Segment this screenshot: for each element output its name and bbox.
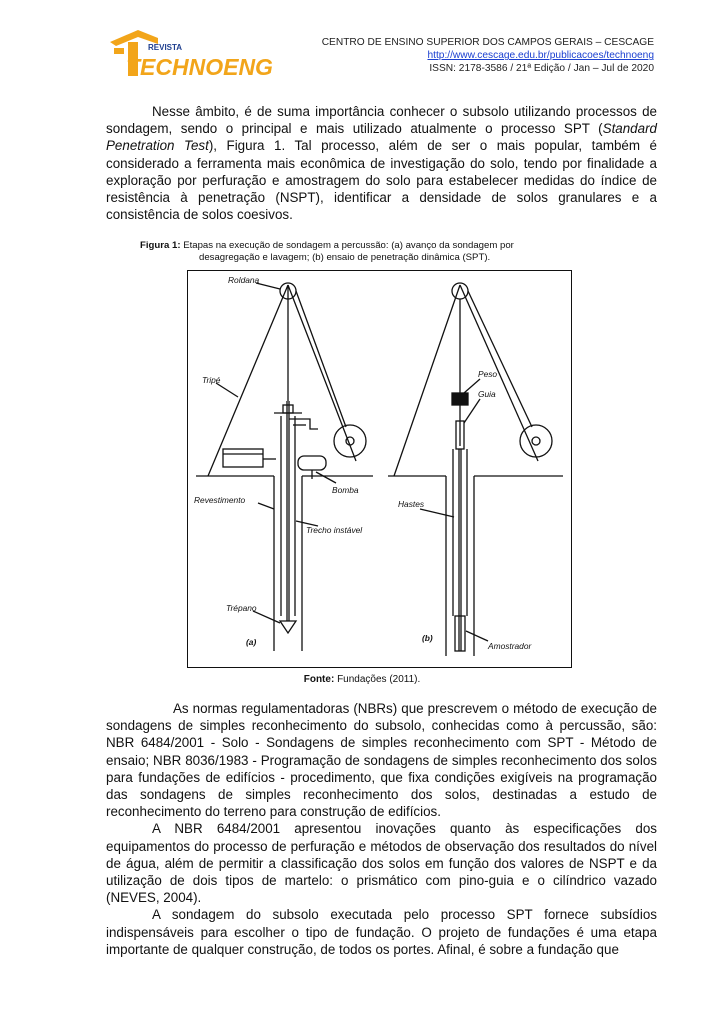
figure-source: Fonte: Fundações (2011). bbox=[303, 674, 421, 685]
label-panel-b: (b) bbox=[422, 633, 433, 643]
svg-text:TECHNOENG: TECHNOENG bbox=[126, 54, 273, 80]
journal-header bbox=[314, 36, 654, 76]
paragraph-2: As normas regulamentadoras (NBRs) que prescrevem o método de execução de sondagens de simples reconhecimento do subsolo, conhecidas como à percussão, são: NBR 6484/2001 - Solo - Sondagens de simples reconhecimento com SPT - Método de ensaio; NBR 8036/1983 - Programação de sondagens de simples reconhecimento dos solos para fundações de edifícios - procedimento, que fixa condições exigíveis na programação das sondagens de simples reconhecimento dos solos, destinadas a estudo de reconhecimento do terreno para construção de edifícios. bbox=[106, 701, 657, 820]
figure-caption: Figura 1: Etapas na execução de sondagem a percussão: (a) avanço da sondagem por desagregação e lavagem; (b) ensaio de penetração dinâmica (SPT). bbox=[140, 240, 514, 263]
journal-url-link[interactable]: http://www.cescage.edu.br/publicacoes/technoeng bbox=[427, 50, 654, 62]
issn-line: ISSN: 2178-3586 / 21ª Edição / Jan – Jul de 2020 bbox=[429, 63, 654, 75]
label-peso: Peso bbox=[478, 369, 498, 379]
label-hastes: Hastes bbox=[398, 499, 425, 509]
paragraph-3: A NBR 6484/2001 apresentou inovações quanto às especificações dos equipamentos do processo de perfuração e métodos de observação dos resultados do nível de água, além de permitir a classificação dos solos em função dos valores de NSPT e da utilização de dois tipos de martelo: o prismático com pino-guia e o cilíndrico vazado (NEVES, 2004). bbox=[106, 821, 657, 906]
paragraph-4: A sondagem do subsolo executada pelo processo SPT fornece subsídios indispensáveis para escolher o tipo de fundação. O projeto de fundações é uma etapa importante de qualquer construção, de todos os portes. Afinal, é sobre a fundação que bbox=[106, 907, 657, 957]
svg-text:REVISTA: REVISTA bbox=[148, 43, 183, 52]
label-guia: Guia bbox=[478, 389, 496, 399]
label-revestimento: Revestimento bbox=[194, 495, 246, 505]
label-tripe: Tripé bbox=[202, 375, 221, 385]
label-trepano: Trépano bbox=[226, 603, 257, 613]
body-text bbox=[106, 700, 657, 958]
paragraph-1: Nesse âmbito, é de suma importância conhecer o subsolo utilizando processos de sondagem, sendo o principal e mais utilizado atualmente o processo SPT (Standard Penetration Test), Figura 1. Tal processo, além de ser o mais popular, também é considerado a ferramenta mais econômica de investigação do solo, tendo por finalidade a exploração por perfuração e amostragem do solo para estabelecer medidas do índice de resistência à penetração (NSPT), identificar a densidade de solos granulares e a consistência de solos coesivos. bbox=[106, 104, 657, 223]
label-amostrador: Amostrador bbox=[488, 641, 532, 651]
institution-name: CENTRO DE ENSINO SUPERIOR DOS CAMPOS GERAIS – CESCAGE bbox=[321, 37, 654, 48]
label-roldana: Roldana bbox=[228, 275, 260, 285]
label-trecho-instavel: Trecho instável bbox=[306, 525, 363, 535]
label-bomba: Bomba bbox=[332, 485, 359, 495]
figure-sondagem bbox=[187, 270, 572, 668]
label-panel-a: (a) bbox=[246, 637, 257, 647]
technoeng-logo bbox=[108, 28, 298, 84]
sondagem-diagram bbox=[188, 271, 571, 667]
